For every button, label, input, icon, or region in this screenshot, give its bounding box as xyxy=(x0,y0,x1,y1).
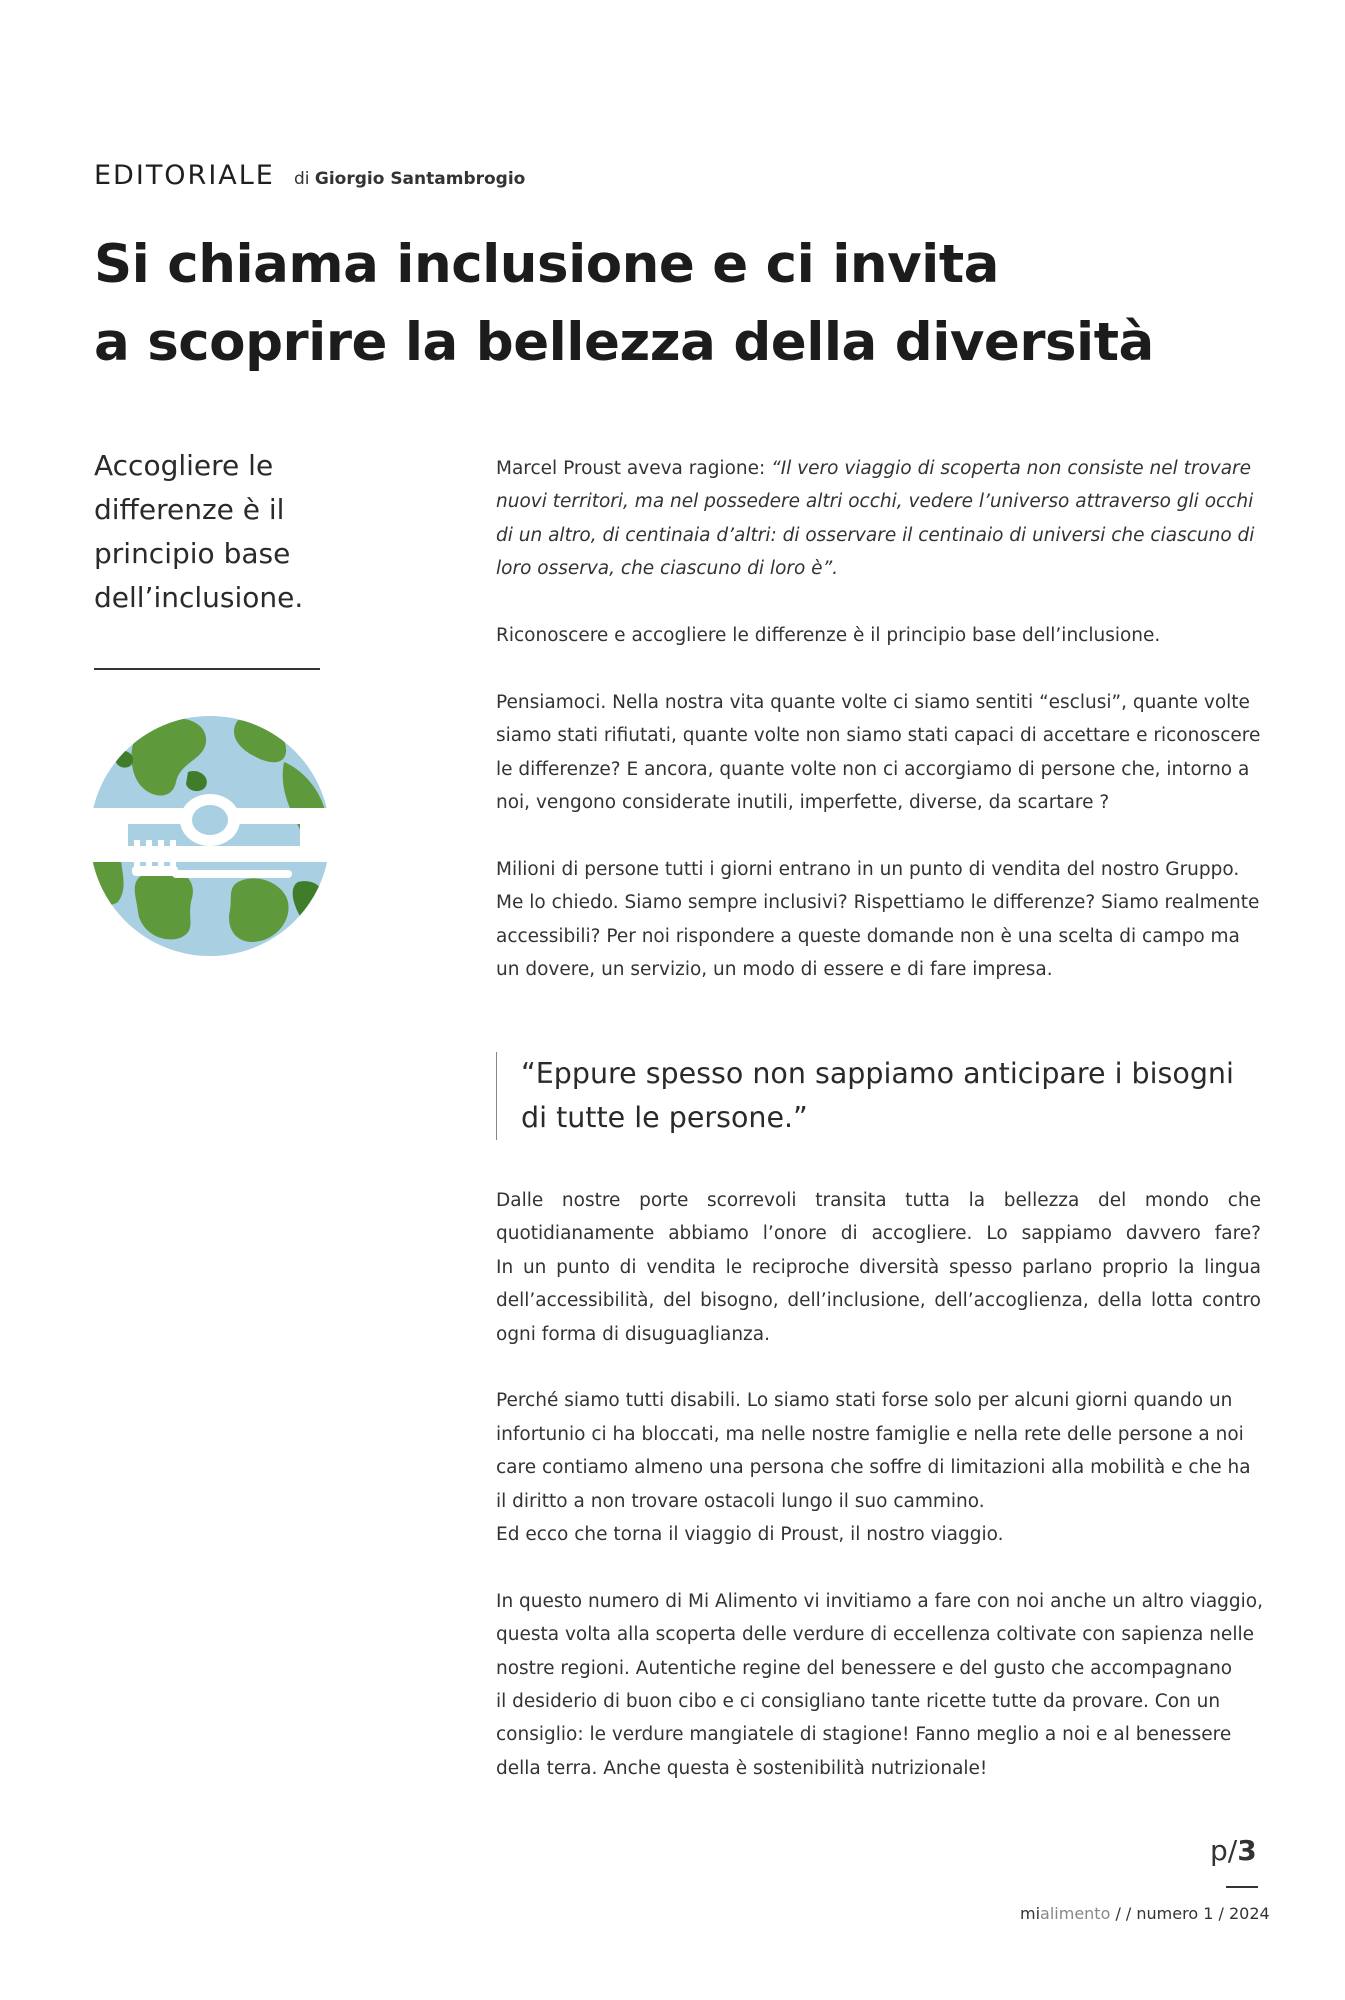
body-line xyxy=(496,452,1261,485)
lead-line: principio base xyxy=(94,537,291,570)
body-line: questa volta alla scoperta delle verdure di eccellenza coltivate con sapienza nelle xyxy=(496,1624,1254,1646)
proust-quote: “Il vero viaggio di scoperta non consiste nel trovare xyxy=(771,458,1252,479)
body-line: siamo stati rifiutati, quante volte non siamo stati capaci di accettare e riconoscere xyxy=(496,725,1261,747)
pull-quote-line: “Eppure spesso non sappiamo anticipare i bisogni xyxy=(521,1057,1234,1090)
body-paragraph xyxy=(496,1384,1261,1551)
body-line: il diritto a non trovare ostacoli lungo il suo cammino. xyxy=(496,1490,985,1512)
page-number xyxy=(1210,1834,1257,1867)
body-paragraph xyxy=(496,1184,1261,1351)
body-line: Dalle nostre porte scorrevoli transita tutta la bellezza del mondo che xyxy=(496,1190,1261,1211)
section-label: EDITORIALE xyxy=(94,160,275,191)
proust-quote: loro osserva, che ciascuno di loro è”. xyxy=(496,558,839,580)
article-title xyxy=(94,226,1274,382)
body-line: le differenze? E ancora, quante volte non ci accorgiamo di persone che, intorno a xyxy=(496,758,1250,780)
lead-line: dell’inclusione. xyxy=(94,581,304,614)
body-line: nostre regioni. Autentiche regine del benessere e del gusto che accompagnano xyxy=(496,1657,1233,1679)
body-line: care contiamo almeno una persona che soffre di limitazioni alla mobilità e che ha xyxy=(496,1457,1251,1479)
body-line: quotidianamente abbiamo l’onore di accogliere. Lo sappiamo davvero fare? xyxy=(496,1223,1261,1245)
pull-quote-line: di tutte le persone.” xyxy=(521,1101,808,1134)
byline-author: Giorgio Santambrogio xyxy=(314,169,526,189)
body-line: In questo numero di Mi Alimento vi invitiamo a fare con noi anche un altro viaggio, xyxy=(496,1590,1264,1612)
body-paragraph xyxy=(496,686,1261,820)
publication-info xyxy=(1020,1904,1270,1923)
byline-prefix: di xyxy=(293,169,310,189)
title-line: a scoprire la bellezza della diversità xyxy=(94,312,1154,373)
quote-intro: Marcel Proust aveva ragione: xyxy=(496,458,772,479)
magazine-name-b: alimento xyxy=(1040,1904,1111,1923)
body-line: noi, vengono considerate inutili, imperfette, diverse, da scartare ? xyxy=(496,792,1110,814)
lead-divider xyxy=(94,668,320,670)
body-line: Perché siamo tutti disabili. Lo siamo stati forse solo per alcuni giorni quando un xyxy=(496,1390,1233,1412)
section-header xyxy=(94,160,525,191)
body-paragraph xyxy=(496,853,1261,987)
lead-line: Accogliere le xyxy=(94,449,274,482)
body-line: Ed ecco che torna il viaggio di Proust, il nostro viaggio. xyxy=(496,1524,1004,1546)
issue-info: / / numero 1 / 2024 xyxy=(1110,1904,1270,1923)
page-number-value: 3 xyxy=(1237,1834,1257,1867)
article-body-continued xyxy=(496,1184,1264,1819)
pull-quote xyxy=(496,1052,1301,1140)
body-line: della terra. Anche questa è sostenibilità nutrizionale! xyxy=(496,1757,988,1779)
body-line: ogni forma di disuguaglianza. xyxy=(496,1323,770,1345)
body-line: un dovere, un servizio, un modo di essere e di fare impresa. xyxy=(496,959,1053,981)
body-paragraph xyxy=(496,452,1261,586)
globe-plate-fork-spoon-icon xyxy=(88,712,332,960)
body-paragraph xyxy=(496,619,1261,652)
magazine-name-a: mi xyxy=(1020,1904,1041,1923)
body-line: Riconoscere e accogliere le differenze è il principio base dell’inclusione. xyxy=(496,625,1161,647)
body-line: consiglio: le verdure mangiatele di stagione! Fanno meglio a noi e al benessere xyxy=(496,1724,1232,1746)
body-line: Pensiamoci. Nella nostra vita quante volte ci siamo sentiti “esclusi”, quante volte xyxy=(496,691,1250,713)
body-paragraph xyxy=(496,1585,1264,1785)
body-line: il desiderio di buon cibo e ci consigliano tante ricette tutte da provare. Con un xyxy=(496,1691,1221,1713)
title-line: Si chiama inclusione e ci invita xyxy=(94,234,999,295)
lead-line: differenze è il xyxy=(94,493,285,526)
body-line: dell’accessibilità, del bisogno, dell’inclusione, dell’accoglienza, della lotta contro xyxy=(496,1290,1261,1312)
proust-quote: di un altro, di centinaia d’altri: di osservare il centinaio di universi che ciascuno di xyxy=(496,524,1255,546)
body-line: accessibili? Per noi rispondere a queste domande non è una scelta di campo ma xyxy=(496,925,1240,947)
proust-quote: nuovi territori, ma nel possedere altri occhi, vedere l’universo attraverso gli occhi xyxy=(496,491,1254,513)
body-line: Milioni di persone tutti i giorni entrano in un punto di vendita del nostro Gruppo. xyxy=(496,858,1240,880)
page-prefix: p/ xyxy=(1210,1834,1238,1867)
body-line: infortunio ci ha bloccati, ma nelle nostre famiglie e nella rete delle persone a noi xyxy=(496,1423,1244,1445)
byline xyxy=(294,169,525,189)
article-body xyxy=(496,452,1261,1020)
footer-divider xyxy=(1226,1886,1258,1888)
lead-text xyxy=(94,444,424,620)
body-line: Me lo chiedo. Siamo sempre inclusivi? Rispettiamo le differenze? Siamo realmente xyxy=(496,892,1260,914)
body-line: In un punto di vendita le reciproche diversità spesso parlano proprio la lingua xyxy=(496,1256,1261,1278)
